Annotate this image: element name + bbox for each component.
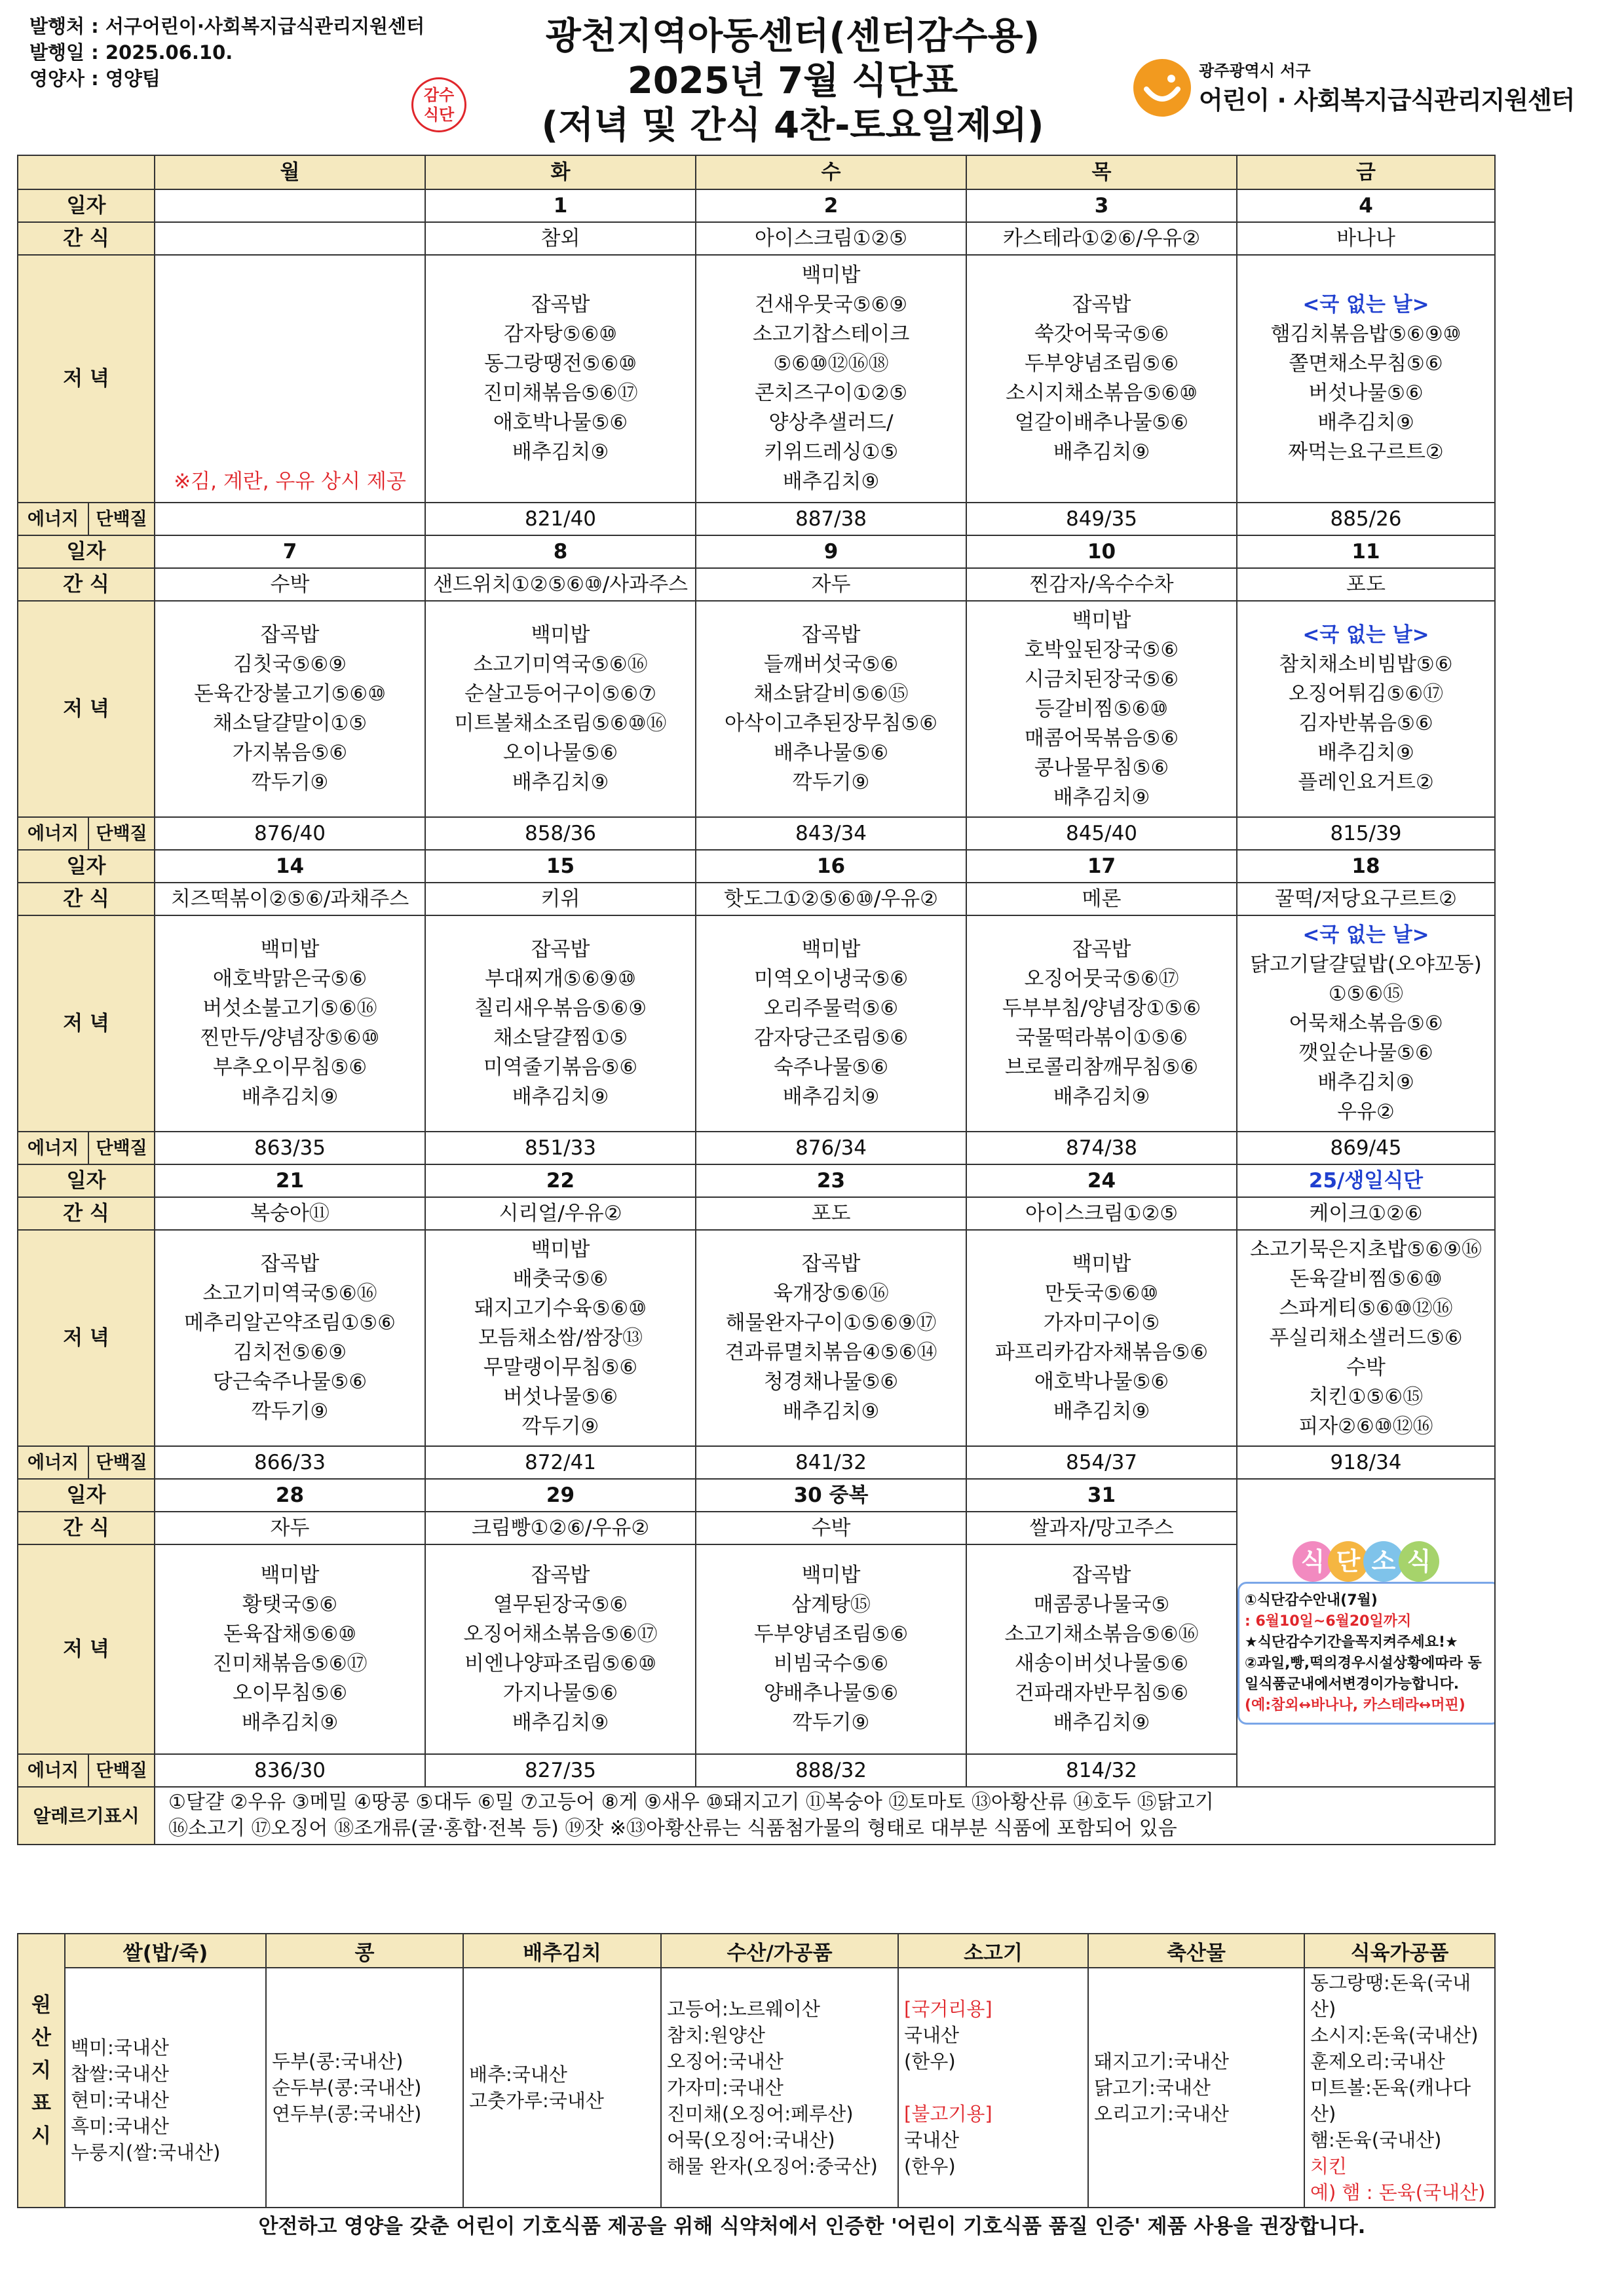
snack-cell: 포도: [1237, 568, 1495, 601]
energy-label: 에너지: [18, 1132, 88, 1164]
protein-label: 단백질: [88, 503, 155, 535]
snack-cell: 케이크①②⑥: [1237, 1197, 1495, 1230]
dinner-cell: 잡곡밥 김칫국⑤⑥⑨ 돈육간장불고기⑤⑥⑩ 채소달걀말이①⑤ 가지볶음⑤⑥ 깍두기⑨: [155, 601, 425, 817]
issue-date-text: 발행일 : 2025.06.10.: [29, 41, 233, 64]
allergy-label: 알레르기표시: [18, 1787, 155, 1845]
dietitian-text: 영양사 : 영양팀: [29, 67, 161, 90]
snack-cell: [155, 222, 425, 255]
date-cell: 3: [966, 189, 1237, 222]
date-cell: 8: [425, 535, 696, 568]
origin-header-processed: 식육가공품: [1304, 1934, 1495, 1968]
snack-cell: 수박: [696, 1512, 966, 1544]
date-cell: 7: [155, 535, 425, 568]
snack-cell: 복숭아⑪: [155, 1197, 425, 1230]
nutrition-cell: 866/33: [155, 1446, 425, 1479]
date-cell: 18: [1237, 850, 1495, 883]
date-cell: 24: [966, 1164, 1237, 1197]
beef-label-soup: [국거리용]: [904, 1998, 992, 2020]
nutrition-cell: 815/39: [1237, 817, 1495, 850]
origin-rice: 백미:국내산 찹쌀:국내산 현미:국내산 흑미:국내산 누룽지(쌀:국내산): [65, 1968, 266, 2208]
dinner-cell: 백미밥 소고기미역국⑤⑥⑯ 순살고등어구이⑤⑥⑦ 미트볼채소조림⑤⑥⑩⑯ 오이나물⑤⑥ 배추김치⑨: [425, 601, 696, 817]
date-cell: 10: [966, 535, 1237, 568]
date-cell: 17: [966, 850, 1237, 883]
dinner-label: 저 녁: [18, 1230, 155, 1446]
nutrition-cell: 836/30: [155, 1754, 425, 1787]
dinner-label: 저 녁: [18, 915, 155, 1132]
weekday-header: 월: [155, 155, 425, 189]
snack-cell: 키위: [425, 883, 696, 915]
page-title: [459, 14, 1127, 148]
notice-title: [1237, 1541, 1494, 1582]
dinner-cell: 백미밥 호박잎된장국⑤⑥ 시금치된장국⑤⑥ 등갈비찜⑤⑥⑩ 매콤어묵볶음⑤⑥ 콩나물무침⑤⑥ 배추김치⑨: [966, 601, 1237, 817]
snack-cell: 핫도그①②⑤⑥⑩/우유②: [696, 883, 966, 915]
snack-cell: 찐감자/옥수수차: [966, 568, 1237, 601]
nutrition-cell: [155, 503, 425, 535]
nutrition-cell: 888/32: [696, 1754, 966, 1787]
origin-header-kimchi: 배추김치: [463, 1934, 661, 1968]
stamp-line2: 식단: [423, 105, 455, 124]
origin-processed: [1304, 1968, 1495, 2208]
allergy-legend: ①달걀 ②우유 ③메밀 ④땅콩 ⑤대두 ⑥밀 ⑦고등어 ⑧게 ⑨새우 ⑩돼지고기 ⑪복숭아 ⑫토마토 ⑬아황산류 ⑭호두 ⑮닭고기 ⑯소고기 ⑰오징어 ⑱조개류(굴·홍합·전복 등) ⑲잣 ※⑬아황산류는 식품첨가물의 형태로 대부분 식품에 포함되어 있음: [155, 1787, 1495, 1845]
beef-label-bulgogi: [불고기용]: [904, 2103, 992, 2125]
snack-cell: 카스테라①②⑥/우유②: [966, 222, 1237, 255]
dinner-cell: <국 없는 날> 햄김치볶음밥⑤⑥⑨⑩ 쫄면채소무침⑤⑥ 버섯나물⑤⑥ 배추김치⑨ 짜먹는요구르트②: [1237, 255, 1495, 503]
nutrition-cell: 849/35: [966, 503, 1237, 535]
date-cell: 22: [425, 1164, 696, 1197]
date-cell: 21: [155, 1164, 425, 1197]
header-info: [29, 13, 425, 92]
date-cell: 23: [696, 1164, 966, 1197]
nutrition-cell: 918/34: [1237, 1446, 1495, 1479]
snack-label: 간 식: [18, 1512, 155, 1544]
dinner-cell: 백미밥 미역오이냉국⑤⑥ 오리주물럭⑤⑥ 감자당근조림⑤⑥ 숙주나물⑤⑥ 배추김치⑨: [696, 915, 966, 1132]
snack-cell: 자두: [696, 568, 966, 601]
menu-table: [17, 155, 1496, 1845]
dinner-cell: 잡곡밥 매콤콩나물국⑤ 소고기채소볶음⑤⑥⑯ 새송이버섯나물⑤⑥ 건파래자반무침⑤⑥ 배추김치⑨: [966, 1544, 1237, 1754]
nutrition-cell: 876/34: [696, 1132, 966, 1164]
origin-beef: [898, 1968, 1088, 2208]
nutrition-cell: 863/35: [155, 1132, 425, 1164]
date-cell: 31: [966, 1479, 1237, 1512]
nutrition-cell: 841/32: [696, 1446, 966, 1479]
protein-label: 단백질: [88, 1446, 155, 1479]
date-label: 일자: [18, 1479, 155, 1512]
publisher-text: 발행처 : 서구어린이·사회복지급식관리지원센터: [29, 15, 425, 37]
title-line2: 2025년 7월 식단표: [627, 60, 958, 102]
notice-line2: : 6월10일~6월20일까지: [1245, 1613, 1412, 1630]
beef-origin-soup: 국내산 (한우): [904, 2024, 960, 2073]
origin-label: 원 산 지 표 시: [18, 1934, 65, 2208]
snack-label: 간 식: [18, 883, 155, 915]
snack-cell: 수박: [155, 568, 425, 601]
dinner-cell: 잡곡밥 감자탕⑤⑥⑩ 동그랑땡전⑤⑥⑩ 진미채볶음⑤⑥⑰ 애호박나물⑤⑥ 배추김치⑨: [425, 255, 696, 503]
nutrition-cell: 876/40: [155, 817, 425, 850]
origin-bean: 두부(콩:국내산) 순두부(콩:국내산) 연두부(콩:국내산): [266, 1968, 463, 2208]
date-cell: 11: [1237, 535, 1495, 568]
nutrition-cell: 872/41: [425, 1446, 696, 1479]
processed-chicken: 치킨: [1310, 2155, 1348, 2177]
always-provided-note: ※김, 계란, 우유 상시 제공: [174, 470, 406, 493]
date-cell: 9: [696, 535, 966, 568]
protein-label: 단백질: [88, 1132, 155, 1164]
dinner-cell: <국 없는 날> 닭고기달걀덮밥(오야꼬동) ①⑤⑥⑮ 어묵채소볶음⑤⑥ 깻잎순나물⑤⑥ 배추김치⑨ 우유②: [1237, 915, 1495, 1132]
snack-cell: 참외: [425, 222, 696, 255]
footer-notice: 안전하고 영양을 갖춘 어린이 기호식품 제공을 위해 식약처에서 인증한 '어린이 기호식품 품질 인증' 제품 사용을 권장합니다.: [258, 2215, 1366, 2238]
snack-cell: 꿀떡/저당요구르트②: [1237, 883, 1495, 915]
notice-title-char: 소: [1363, 1541, 1404, 1582]
notice-line1: ①식단감수안내(7월): [1245, 1592, 1378, 1609]
dinner-cell: 잡곡밥 열무된장국⑤⑥ 오징어채소볶음⑤⑥⑰ 비엔나양파조림⑤⑥⑩ 가지나물⑤⑥ 배추김치⑨: [425, 1544, 696, 1754]
smile-logo-icon: [1133, 59, 1191, 117]
dinner-cell: 백미밥 건새우뭇국⑤⑥⑨ 소고기찹스테이크 ⑤⑥⑩⑫⑯⑱ 콘치즈구이①②⑤ 양상추샐러드/ 키위드레싱①⑤ 배추김치⑨: [696, 255, 966, 503]
snack-cell: 크림빵①②⑥/우유②: [425, 1512, 696, 1544]
date-cell: 28: [155, 1479, 425, 1512]
nutrition-cell: 885/26: [1237, 503, 1495, 535]
energy-label: 에너지: [18, 1754, 88, 1787]
snack-cell: 포도: [696, 1197, 966, 1230]
date-cell: [155, 189, 425, 222]
dinner-cell: 잡곡밥 부대찌개⑤⑥⑨⑩ 칠리새우볶음⑤⑥⑨ 채소달걀찜①⑤ 미역줄기볶음⑤⑥ 배추김치⑨: [425, 915, 696, 1132]
stamp-line1: 감수: [423, 86, 455, 104]
dinner-label: 저 녁: [18, 1544, 155, 1754]
snack-cell: 아이스크림①②⑤: [696, 222, 966, 255]
nutrition-cell: 845/40: [966, 817, 1237, 850]
energy-label: 에너지: [18, 1446, 88, 1479]
processed-example: 예) 햄 : 돈육(국내산): [1310, 2181, 1486, 2204]
energy-label: 에너지: [18, 503, 88, 535]
date-label: 일자: [18, 535, 155, 568]
nutrition-cell: 858/36: [425, 817, 696, 850]
snack-label: 간 식: [18, 222, 155, 255]
snack-cell: 쌀과자/망고주스: [966, 1512, 1237, 1544]
origin-seafood: 고등어:노르웨이산 참치:원양산 오징어:국내산 가자미:국내산 진미채(오징어:페루산) 어묵(오징어:국내산) 해물 완자(오징어:중국산): [661, 1968, 898, 2208]
notice-line3: ★식단감수기간을꼭지켜주세요!★: [1245, 1634, 1458, 1651]
dinner-cell: 백미밥 삼계탕⑮ 두부양념조림⑤⑥ 비빔국수⑤⑥ 양배추나물⑤⑥ 깍두기⑨: [696, 1544, 966, 1754]
dinner-cell: 백미밥 애호박맑은국⑤⑥ 버섯소불고기⑤⑥⑯ 찐만두/양념장⑤⑥⑩ 부추오이무침⑤⑥ 배추김치⑨: [155, 915, 425, 1132]
center-logo: [1133, 54, 1575, 126]
notice-title-char: 식: [1293, 1541, 1333, 1582]
notice-box: [1237, 1479, 1495, 1787]
date-cell: 1: [425, 189, 696, 222]
date-cell: 4: [1237, 189, 1495, 222]
snack-cell: 메론: [966, 883, 1237, 915]
nutrition-cell: 869/45: [1237, 1132, 1495, 1164]
nutrition-cell: 827/35: [425, 1754, 696, 1787]
origin-meat: 돼지고기:국내산 닭고기:국내산 오리고기:국내산: [1088, 1968, 1304, 2208]
snack-cell: 샌드위치①②⑤⑥⑩/사과주스: [425, 568, 696, 601]
notice-title-char: 식: [1399, 1541, 1439, 1582]
origin-table: [17, 1933, 1496, 2208]
corner-cell: [18, 155, 155, 189]
origin-header-meat: 축산물: [1088, 1934, 1304, 1968]
weekday-header: 화: [425, 155, 696, 189]
date-cell: 15: [425, 850, 696, 883]
dinner-cell: 백미밥 배춧국⑤⑥ 돼지고기수육⑤⑥⑩ 모듬채소쌈/쌈장⑬ 무말랭이무침⑤⑥ 버섯나물⑤⑥ 깍두기⑨: [425, 1230, 696, 1446]
dinner-label: 저 녁: [18, 255, 155, 503]
dinner-cell: 잡곡밥 소고기미역국⑤⑥⑯ 메추리알곤약조림①⑤⑥ 김치전⑤⑥⑨ 당근숙주나물⑤⑥ 깍두기⑨: [155, 1230, 425, 1446]
date-cell: 29: [425, 1479, 696, 1512]
protein-label: 단백질: [88, 817, 155, 850]
origin-header-seafood: 수산/가공품: [661, 1934, 898, 1968]
notice-line5: (예:참외↔바나나, 카스테라↔머핀): [1245, 1697, 1465, 1713]
origin-header-bean: 콩: [266, 1934, 463, 1968]
notice-title-char: 단: [1328, 1541, 1369, 1582]
notice-line4: ②과일,빵,떡의경우시설상황에따라 동일식품군내에서변경이가능합니다.: [1245, 1655, 1482, 1693]
title-line1: 광천지역아동센터(센터감수용): [545, 15, 1040, 58]
logo-city-text: 광주광역시 서구: [1199, 62, 1311, 80]
snack-label: 간 식: [18, 568, 155, 601]
weekday-header: 목: [966, 155, 1237, 189]
beef-origin-bulgogi: 국내산 (한우): [904, 2129, 960, 2177]
date-cell: 30 중복: [696, 1479, 966, 1512]
dinner-cell: 잡곡밥 오징어뭇국⑤⑥⑰ 두부부침/양념장①⑤⑥ 국물떡라볶이①⑤⑥ 브로콜리참깨무침⑤⑥ 배추김치⑨: [966, 915, 1237, 1132]
dinner-cell: 잡곡밥 육개장⑤⑥⑯ 해물완자구이①⑤⑥⑨⑰ 견과류멸치볶음④⑤⑥⑭ 청경채나물⑤⑥ 배추김치⑨: [696, 1230, 966, 1446]
dinner-cell: 잡곡밥 쑥갓어묵국⑤⑥ 두부양념조림⑤⑥ 소시지채소볶음⑤⑥⑩ 얼갈이배추나물⑤⑥ 배추김치⑨: [966, 255, 1237, 503]
snack-cell: 치즈떡볶이②⑤⑥/과채주스: [155, 883, 425, 915]
date-label: 일자: [18, 1164, 155, 1197]
snack-cell: 아이스크림①②⑤: [966, 1197, 1237, 1230]
date-cell: 25/생일식단: [1237, 1164, 1495, 1197]
nutrition-cell: 887/38: [696, 503, 966, 535]
dinner-cell: 백미밥 만둣국⑤⑥⑩ 가자미구이⑤ 파프리카감자채볶음⑤⑥ 애호박나물⑤⑥ 배추김치⑨: [966, 1230, 1237, 1446]
date-cell: 14: [155, 850, 425, 883]
weekday-header: 금: [1237, 155, 1495, 189]
nutrition-cell: 814/32: [966, 1754, 1237, 1787]
date-label: 일자: [18, 850, 155, 883]
dinner-label: 저 녁: [18, 601, 155, 817]
dinner-cell: 소고기묵은지초밥⑤⑥⑨⑯ 돈육갈비찜⑤⑥⑩ 스파게티⑤⑥⑩⑫⑯ 푸실리채소샐러드⑤⑥ 수박 치킨①⑤⑥⑮ 피자②⑥⑩⑫⑯: [1237, 1230, 1495, 1446]
snack-cell: 바나나: [1237, 222, 1495, 255]
dinner-cell: [155, 255, 425, 503]
dinner-cell: 잡곡밥 들깨버섯국⑤⑥ 채소닭갈비⑤⑥⑮ 아삭이고추된장무침⑤⑥ 배추나물⑤⑥ 깍두기⑨: [696, 601, 966, 817]
snack-cell: 시리얼/우유②: [425, 1197, 696, 1230]
nutrition-cell: 851/33: [425, 1132, 696, 1164]
date-label: 일자: [18, 189, 155, 222]
nutrition-cell: 874/38: [966, 1132, 1237, 1164]
origin-header-rice: 쌀(밥/죽): [65, 1934, 266, 1968]
date-cell: 16: [696, 850, 966, 883]
processed-list: 동그랑땡:돈육(국내산) 소시지:돈육(국내산) 훈제오리:국내산 미트볼:돈육(캐나다산) 햄:돈육(국내산): [1310, 1972, 1479, 2151]
nutrition-cell: 854/37: [966, 1446, 1237, 1479]
origin-kimchi: 배추:국내산 고춧가루:국내산: [463, 1968, 661, 2208]
date-cell: 2: [696, 189, 966, 222]
snack-cell: 자두: [155, 1512, 425, 1544]
dinner-cell: <국 없는 날> 참치채소비빔밥⑤⑥ 오징어튀김⑤⑥⑰ 김자반볶음⑤⑥ 배추김치⑨ 플레인요거트②: [1237, 601, 1495, 817]
notice-content: [1237, 1582, 1495, 1725]
title-line3: (저녁 및 간식 4찬-토요일제외): [541, 104, 1044, 147]
weekday-header: 수: [696, 155, 966, 189]
origin-header-beef: 소고기: [898, 1934, 1088, 1968]
snack-label: 간 식: [18, 1197, 155, 1230]
nutrition-cell: 843/34: [696, 817, 966, 850]
dinner-cell: 백미밥 황탯국⑤⑥ 돈육잡채⑤⑥⑩ 진미채볶음⑤⑥⑰ 오이무침⑤⑥ 배추김치⑨: [155, 1544, 425, 1754]
logo-center-text: 어린이 · 사회복지급식관리지원센터: [1199, 86, 1575, 115]
protein-label: 단백질: [88, 1754, 155, 1787]
energy-label: 에너지: [18, 817, 88, 850]
nutrition-cell: 821/40: [425, 503, 696, 535]
